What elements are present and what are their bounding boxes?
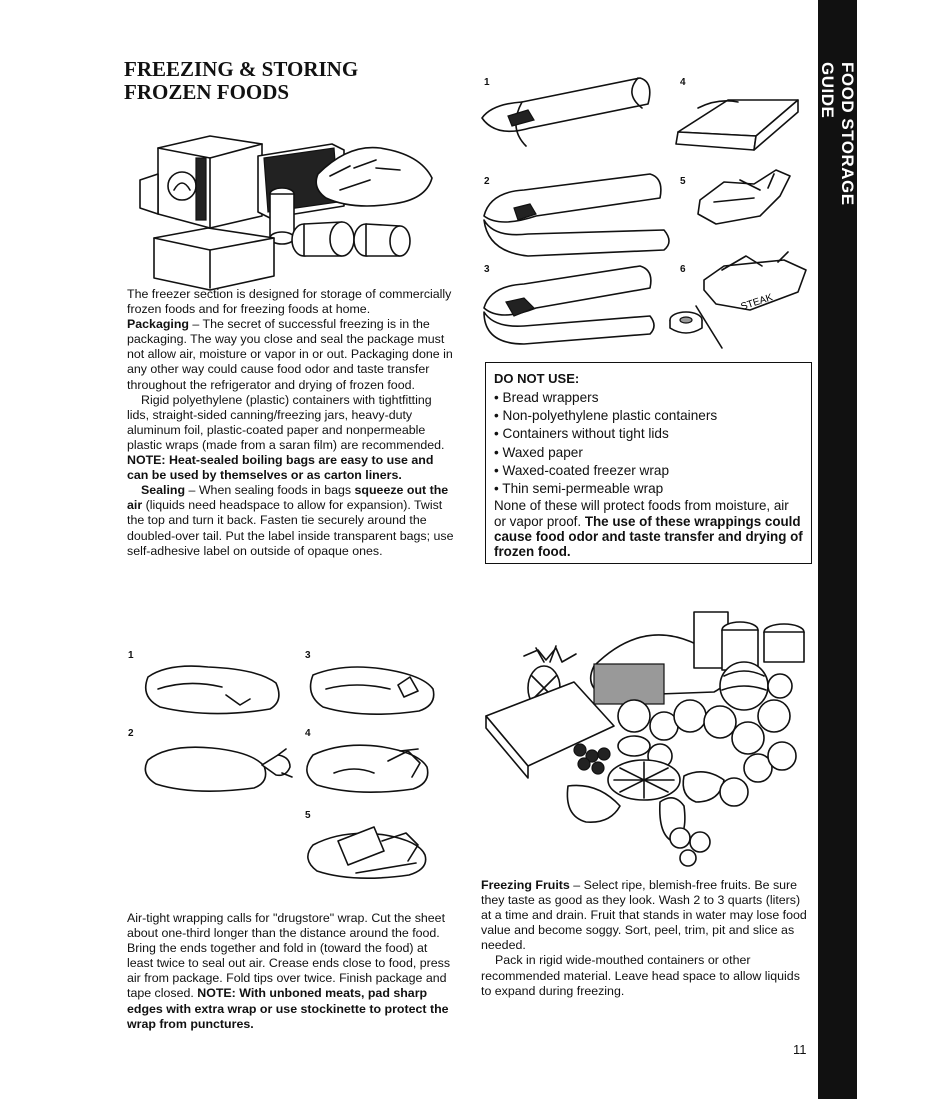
- sealing-text: – When sealing foods in bags: [185, 483, 355, 498]
- drugstore-note: NOTE: With unboned meats, pad sharp edges with extra wrap or use stockinette to protect the wrap from punctures.: [127, 986, 449, 1031]
- bag-step-number: 1: [128, 650, 134, 661]
- bag-sealing-illustration: [138, 655, 458, 895]
- sealing-heading: Sealing: [141, 483, 186, 498]
- sealing-text-2: (liquids need headspace to allow for expansion). Twist the top and turn it back. Fasten tie securely around the doubled-over tail. Put the label inside transparent bags; use self-adhesive label on outside of opaque ones.: [127, 498, 454, 558]
- frozen-packages-illustration: [140, 128, 440, 278]
- bag-step-number: 2: [128, 728, 134, 739]
- packaging-heading: Packaging: [127, 317, 189, 332]
- sidebar-label: FOOD STORAGE GUIDE: [818, 62, 857, 206]
- packaging-materials-text: Rigid polyethylene (plastic) containers with tightfitting lids, straight-sided canning/freezing jars, heavy-duty aluminum foil, plastic-coated paper and nonpermeable plastic wraps (made from a saran film) are recommended.: [127, 392, 445, 452]
- packaging-note: NOTE: Heat-sealed boiling bags are easy to use and can be used by themselves or as carton liners.: [127, 453, 434, 483]
- page-title: FREEZING & STORING FROZEN FOODS: [124, 57, 359, 104]
- fruits-text: – Select ripe, blemish-free fruits. Be sure they taste as good as they look. Wash 2 to 3 quarts (liters) at a time and drain. Fruit that stands in water may lose food value and become soggy. Sort, peel, trim, pit and slice as needed.: [481, 878, 807, 953]
- do-not-use-heading: DO NOT USE:: [494, 371, 580, 386]
- wrap-step-number: 1: [484, 77, 490, 88]
- do-not-use-list: [494, 389, 803, 498]
- do-not-use-footer: None of these will protect foods from moisture, air or vapor proof.: [494, 498, 789, 529]
- sealing-bold: squeeze out the air: [127, 483, 449, 513]
- freezing-fruits-section: [481, 878, 812, 999]
- wrap-step-number: 5: [680, 176, 686, 187]
- fruits-illustration: [484, 606, 814, 866]
- do-not-use-item: • Containers without tight lids: [494, 425, 803, 443]
- do-not-use-item: • Waxed-coated freezer wrap: [494, 462, 803, 480]
- intro-section: [127, 287, 455, 559]
- wrap-step-number: 6: [680, 264, 686, 275]
- drugstore-wrap-illustration: [478, 70, 818, 360]
- page-number: 11: [793, 1042, 807, 1057]
- bag-step-number: 3: [305, 650, 311, 661]
- wrap-step-number: 2: [484, 176, 490, 187]
- wrap-step-number: 3: [484, 264, 490, 275]
- do-not-use-item: • Thin semi-permeable wrap: [494, 480, 803, 498]
- do-not-use-box: [485, 362, 812, 564]
- do-not-use-warning: The use of these wrappings could cause food odor and taste transfer and drying of frozen food.: [494, 513, 803, 560]
- do-not-use-item: • Non-polyethylene plastic containers: [494, 407, 803, 425]
- steak-label: STEAK: [739, 292, 775, 313]
- fruits-heading: Freezing Fruits: [481, 878, 570, 892]
- do-not-use-item: • Waxed paper: [494, 444, 803, 462]
- drugstore-text: Air-tight wrapping calls for "drugstore" wrap. Cut the sheet about one-third longer than the distance around the food. Bring the ends together and fold in (toward the food) at least twice to seal out air. Crease ends close to food, press air from package. Fold tips over twice. Finish package and tape closed.: [127, 911, 451, 1001]
- fruits-text-2: Pack in rigid wide-mouthed containers or other recommended material. Leave head space to allow liquids to expand during freezing.: [481, 953, 800, 998]
- do-not-use-item: • Bread wrappers: [494, 389, 803, 407]
- wrap-step-number: 4: [680, 77, 686, 88]
- bag-step-number: 4: [305, 728, 311, 739]
- bag-step-number: 5: [305, 810, 311, 821]
- intro-text: The freezer section is designed for storage of commercially frozen foods and for freezing foods at home.: [127, 287, 452, 317]
- drugstore-wrap-section: [127, 911, 455, 1032]
- packaging-text: – The secret of successful freezing is in the packaging. The way you close and seal the package must not allow air, moisture or vapor in or out. Packaging done in any other way could cause food odor and taste transfer throughout the refrigerator and drying of frozen food.: [127, 317, 453, 392]
